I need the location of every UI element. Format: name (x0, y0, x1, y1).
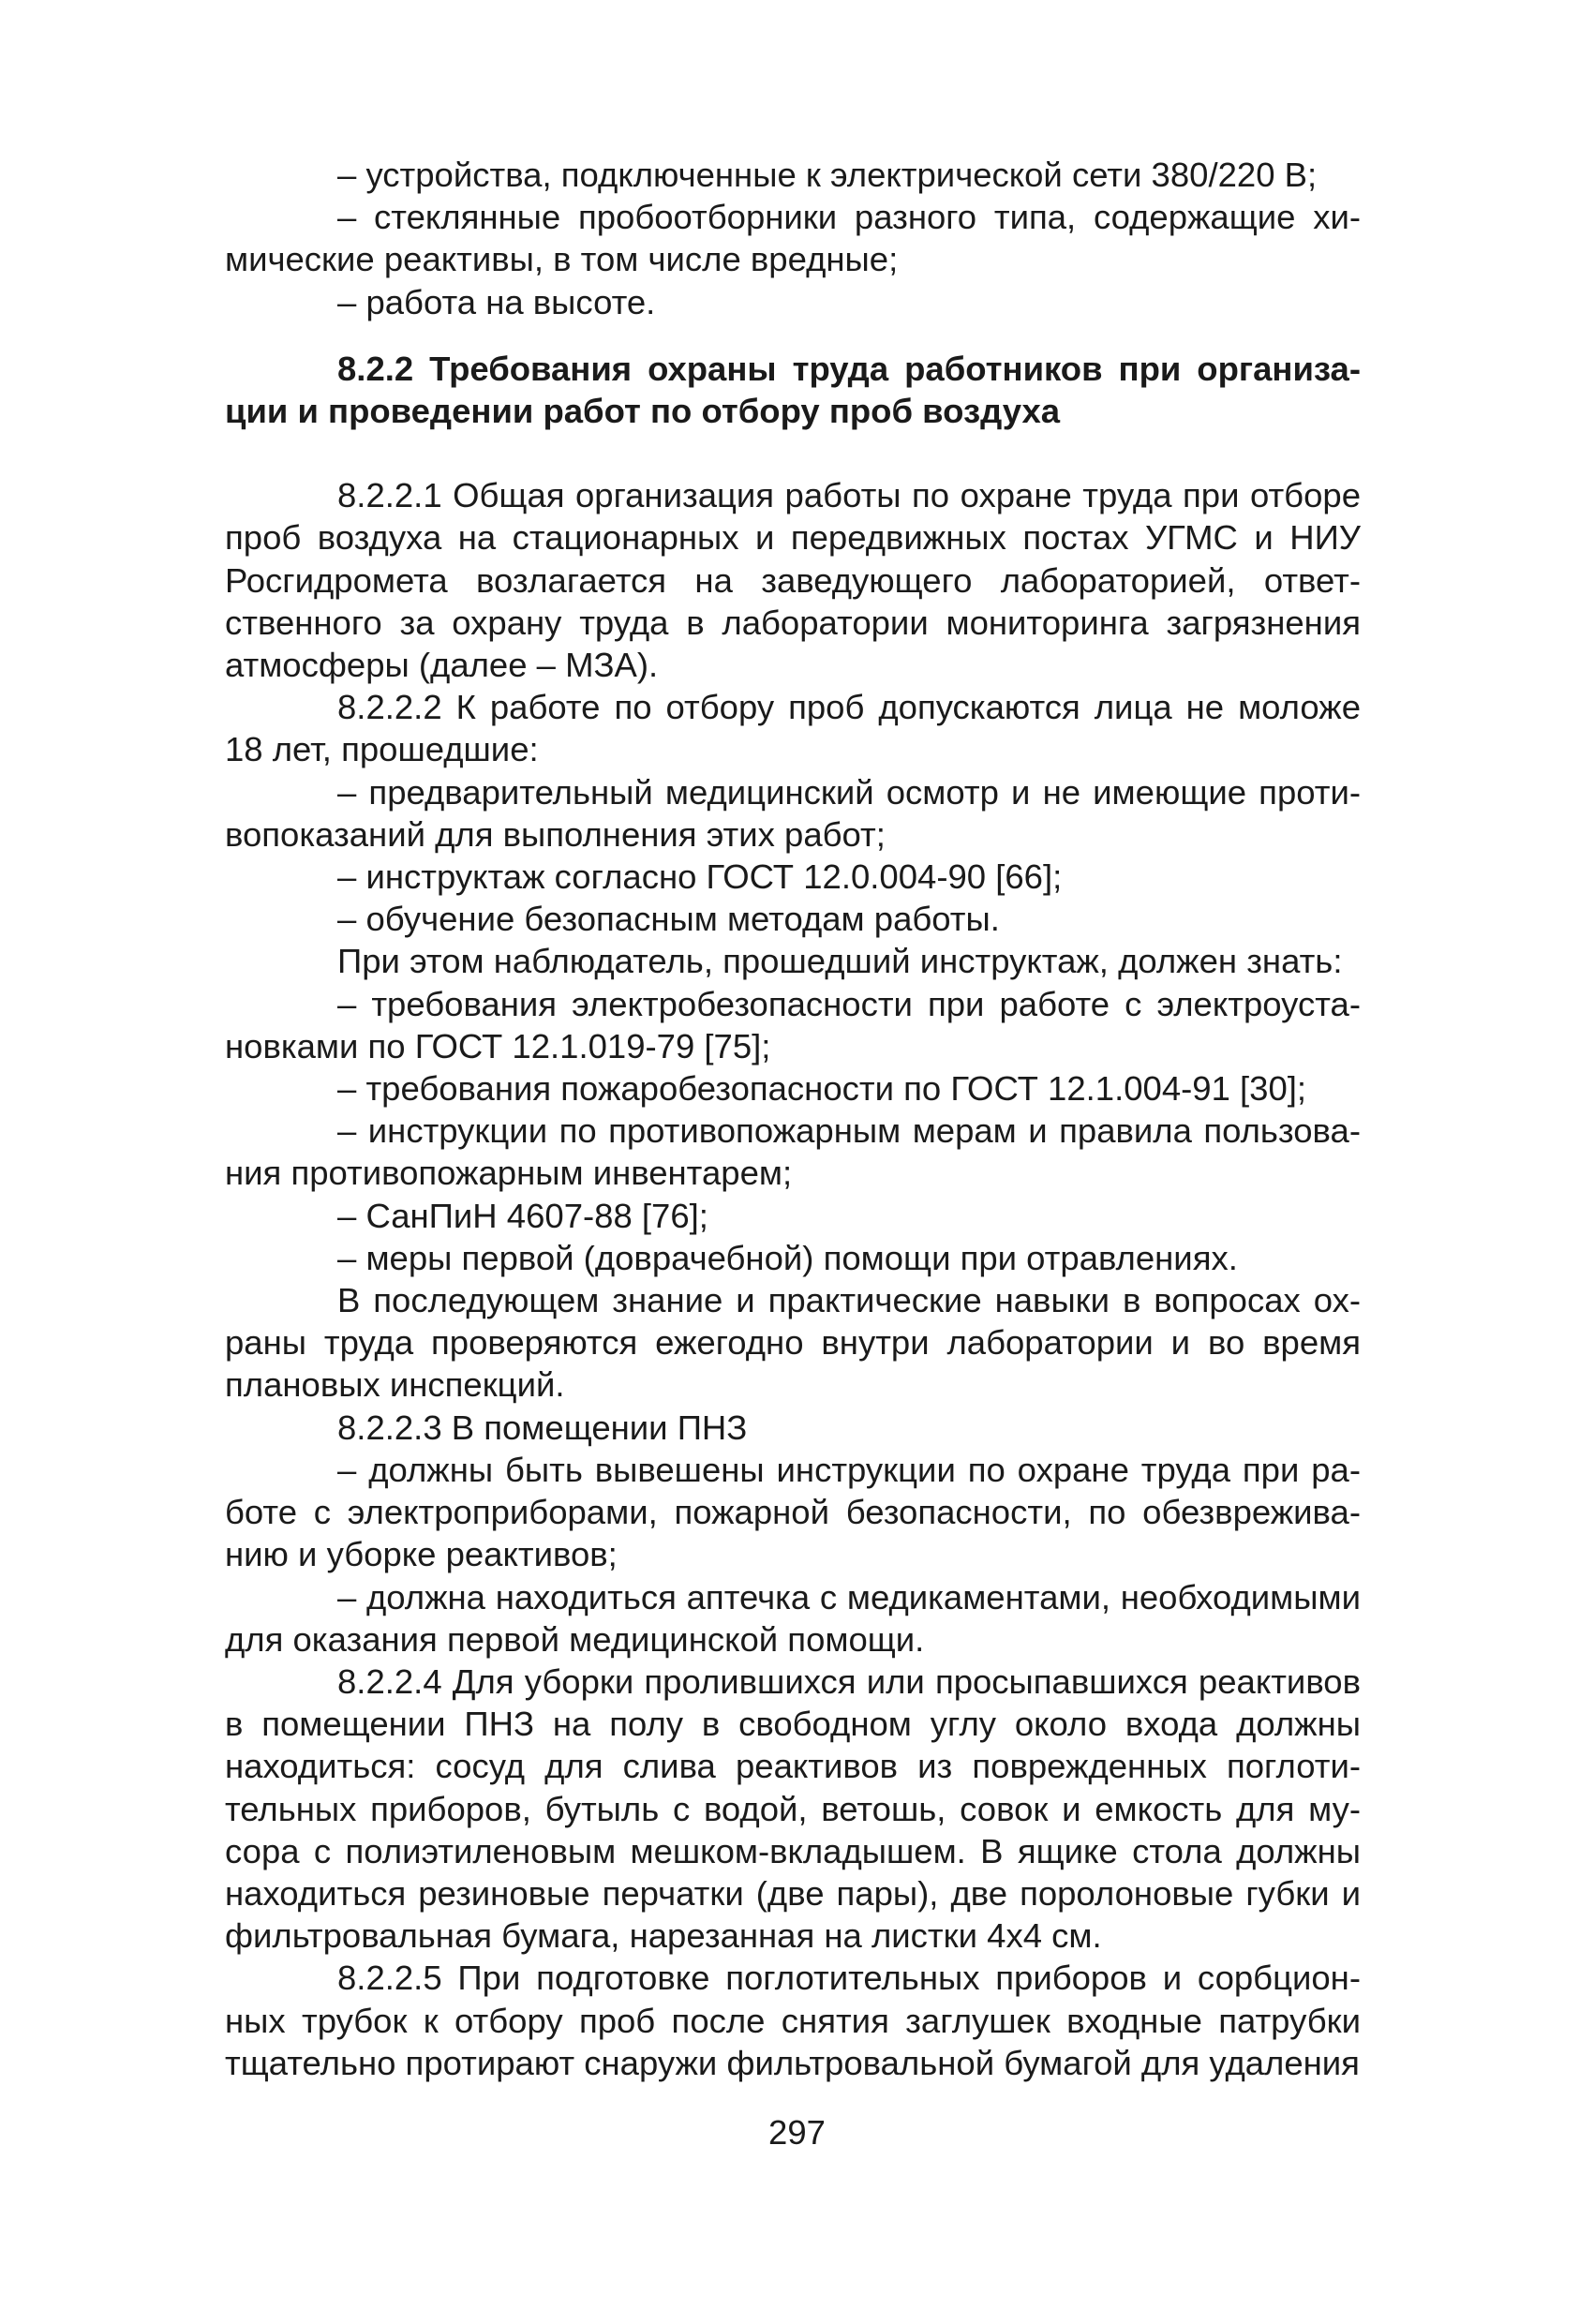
paragraph: – обучение безопасным методам работы. (337, 900, 1000, 939)
paragraph: – меры первой (доврачебной) помощи при отравлениях. (337, 1238, 1238, 1277)
page-number: 297 (768, 2113, 826, 2152)
paragraph: 8.2.2.4 Для уборки пролившихся или просыпавшихся реактивов в помещении ПНЗ на полу в свободном углу около входа должны находиться: сосуд для слива реактивов из поврежденных поглотительных приборов, бутыль с водой, ветошь, совок и емкость для мусора с полиэтиленовым мешком-вкладышем. В ящике стола должны находиться резиновые перчатки (две пары), две поролоновые губки и фильтровальная бумага, нарезанная на листки 4х4 см. (225, 1661, 1361, 1956)
paragraph: – устройства, подключенные к электрической сети 380/220 В; (337, 156, 1318, 194)
paragraph: – стеклянные пробоотборники разного типа, содержащие химические реактивы, в том числе вредные; (225, 198, 1361, 279)
paragraph: – требования пожаробезопасности по ГОСТ 12.1.004-91 [30]; (337, 1069, 1307, 1109)
paragraph: – должны быть вывешены инструкции по охране труда при работе с электроприборами, пожарной безопасности, по обезвреживанию и уборке реактивов; (225, 1450, 1361, 1574)
page-text (225, 154, 1361, 2084)
paragraph: При этом наблюдатель, прошедший инструктаж, должен знать: (337, 942, 1343, 981)
section-heading: 8.2.2 Требования охраны труда работников при организации и проведении работ по отбору проб воздуха (225, 349, 1361, 431)
paragraph: 8.2.2.1 Общая организация работы по охране труда при отборе проб воздуха на стационарных и передвижных постах УГМС и НИУ Росгидромета возлагается на заведующего лабораторией, ответственного за охрану труда в лаборатории мониторинга загрязнения атмосферы (далее – МЗА). (225, 476, 1361, 685)
paragraph: – должна находиться аптечка с медикаментами, необходимыми для оказания первой медицинской помощи. (225, 1577, 1361, 1659)
paragraph: 8.2.2.3 В помещении ПНЗ (337, 1408, 748, 1447)
paragraph: 8.2.2.5 При подготовке поглотительных приборов и сорбционных трубок к отбору проб после снятия заглушек входные патрубки тщательно протирают снаружи фильтровальной бумагой для удаления (225, 1959, 1361, 2082)
paragraph: – инструктаж согласно ГОСТ 12.0.004-90 [66]; (337, 857, 1063, 897)
paragraph: – инструкции по противопожарным мерам и правила пользования противопожарным инвентарем; (225, 1111, 1361, 1193)
paragraph: – требования электробезопасности при работе с электроустановками по ГОСТ 12.1.019-79 [75]; (225, 984, 1361, 1065)
paragraph: В последующем знание и практические навыки в вопросах охраны труда проверяются ежегодно внутри лаборатории и во время плановых инспекций. (225, 1281, 1361, 1405)
paragraph: – предварительный медицинский осмотр и не имеющие противопоказаний для выполнения этих работ; (225, 772, 1361, 854)
paragraph: – работа на высоте. (337, 282, 656, 321)
paragraph: – СанПиН 4607-88 [76]; (337, 1196, 708, 1235)
paragraph: 8.2.2.2 К работе по отбору проб допускаются лица не моложе 18 лет, прошедшие: (225, 688, 1361, 769)
